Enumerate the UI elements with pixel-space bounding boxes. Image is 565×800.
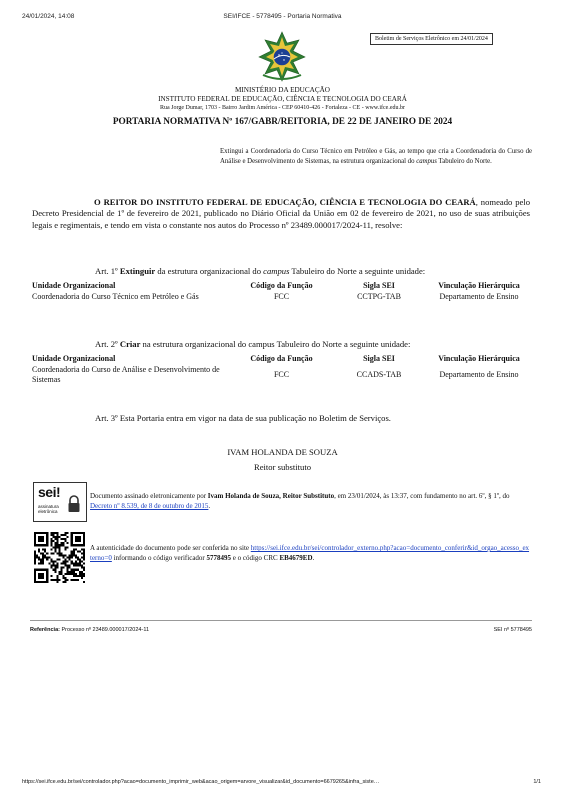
sei-signature-badge-icon: sei! assinatura eletrônica — [33, 482, 87, 522]
institute-line: INSTITUTO FEDERAL DE EDUCAÇÃO, CIÊNCIA E TECNOLOGIA DO CEARÁ — [158, 95, 407, 103]
document-title: PORTARIA NORMATIVA Nº 167/GABR/REITORIA, DE 22 DE JANEIRO DE 2024 — [112, 117, 453, 127]
header-unit: Unidade Organizacional — [32, 354, 116, 363]
sei-number: SEI nº 5778495 — [493, 627, 532, 633]
ementa: Extingui a Coordenadoria do Curso Técnico em Petróleo e Gás, ao tempo que cria a Coordenadoria do Curso de Análise e Desenvolvimento de Sistemas, na estrutura organizacional do campus Tabuleiro do Norte. — [220, 148, 532, 165]
brazil-coat-of-arms-icon — [257, 31, 307, 83]
authenticity-text: A autenticidade do documento pode ser conferida no site https://sei.ifce.edu.br/sei/controlador_externo.php?acao=documento_conferir&id_orgao_acesso_externo=0 informando o código verificador 5778495 e o código CRC EB4679ED. — [90, 544, 530, 562]
print-datetime: 24/01/2024, 14:08 — [22, 13, 75, 20]
cell-sigla: CCADS-TAB — [356, 370, 402, 379]
bulletin-stamp: Boletim de Serviços Eletrônico em 24/01/2024 — [370, 33, 493, 45]
print-title: SEI/IFCE - 5778495 - Portaria Normativa — [223, 13, 342, 20]
header-sigla: Sigla SEI — [363, 281, 395, 290]
ministry-line: MINISTÉRIO DA EDUCAÇÃO — [234, 86, 331, 94]
cell-unit: Coordenadoria do Curso de Análise e Desenvolvimento de Sistemas — [32, 365, 220, 384]
header-unit: Unidade Organizacional — [32, 281, 116, 290]
page-number: 1/1 — [533, 779, 541, 785]
preamble: O REITOR DO INSTITUTO FEDERAL DE EDUCAÇÃO, CIÊNCIA E TECNOLOGIA DO CEARÁ, nomeado pelo Decreto Presidencial de 1º de fevereiro de 2021, publicado no Diário Oficial da União em 02 de fevereiro de 2021, no uso de suas atribuições legais e regimentais, e tendo em vista o constante nos autos do Processo nº 23489.000017/2024-11, resolve: — [32, 197, 530, 230]
table-extinct-unit — [29, 280, 534, 303]
article-1: Art. 1º Extinguir da estrutura organizacional do campus Tabuleiro do Norte a seguinte unidade: — [95, 266, 426, 276]
header-link: Vinculação Hierárquica — [438, 281, 520, 290]
cell-sigla: CCTPG-TAB — [357, 292, 401, 301]
table-row — [29, 364, 534, 386]
cell-unit: Coordenadoria do Curso Técnico em Petróleo e Gás — [32, 292, 199, 301]
reference: Referência: Processo nº 23489.000017/2024-11 — [30, 627, 150, 633]
header-code: Código da Função — [250, 281, 313, 290]
cell-code: FCC — [273, 370, 290, 379]
cell-code: FCC — [273, 292, 290, 301]
signer-role: Reitor substituto — [253, 462, 312, 472]
table-created-unit — [29, 353, 534, 386]
decree-link[interactable]: Decreto nº 8.539, de 8 de outubro de 2015 — [90, 502, 209, 510]
lock-icon — [67, 494, 81, 514]
qr-code-icon — [34, 532, 85, 583]
print-url: https://sei.ifce.edu.br/sei/controlador.php?acao=documento_imprimir_web&acao_origem=arvore_visualizar&id_documento=6679265&infra_siste… — [22, 779, 380, 785]
address-line: Rua Jorge Dumar, 1703 - Bairro Jardim América - CEP 60410-426 - Fortaleza - CE - www.ifce.edu.br — [160, 105, 405, 111]
header-link: Vinculação Hierárquica — [438, 354, 520, 363]
signer-name: IVAM HOLANDA DE SOUZA — [227, 447, 338, 457]
article-3: Art. 3º Esta Portaria entra em vigor na data de sua publicação no Boletim de Serviços. — [95, 413, 391, 423]
verification-link[interactable]: https://sei.ifce.edu.br/sei/controlador_externo.php?acao=documento_conferir&id_orgao_acesso_externo=0 — [90, 544, 530, 562]
header-code: Código da Função — [250, 354, 313, 363]
table-row — [29, 291, 534, 303]
cell-link: Departamento de Ensino — [439, 292, 519, 301]
electronic-signature-text: Documento assinado eletronicamente por Ivam Holanda de Souza, Reitor Substituto, em 23/01/2024, às 13:37, com fundamento no art. 6º, § 1º, do Decreto nº 8.539, de 8 de outubro de 2015. — [90, 492, 510, 510]
header-sigla: Sigla SEI — [363, 354, 395, 363]
article-2: Art. 2º Criar na estrutura organizacional do campus Tabuleiro do Norte a seguinte unidade: — [95, 339, 411, 349]
reference-divider — [30, 620, 532, 621]
cell-link: Departamento de Ensino — [439, 370, 519, 379]
